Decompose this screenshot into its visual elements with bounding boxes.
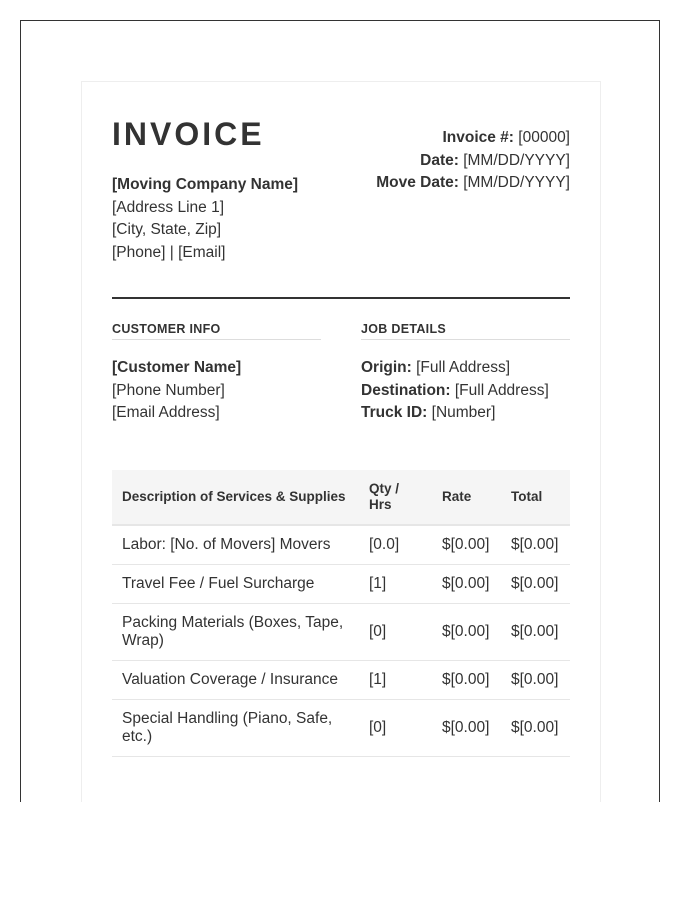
services-table-body xyxy=(112,525,570,757)
header-description: Description of Services & Supplies xyxy=(112,470,359,525)
invoice-date-row xyxy=(376,150,570,173)
table-row xyxy=(112,700,570,757)
customer-info-heading: CUSTOMER INFO xyxy=(112,322,321,340)
job-details-heading: JOB DETAILS xyxy=(361,322,570,340)
row-rate: $[0.00] xyxy=(432,700,501,757)
header-qty: Qty / Hrs xyxy=(359,470,432,525)
row-rate: $[0.00] xyxy=(432,661,501,700)
header-divider xyxy=(112,297,570,299)
row-description: Valuation Coverage / Insurance xyxy=(112,661,359,700)
destination-value: [Full Address] xyxy=(450,381,549,399)
table-row xyxy=(112,525,570,565)
company-city-state-zip: [City, State, Zip] xyxy=(112,221,222,238)
row-rate: $[0.00] xyxy=(432,565,501,604)
destination-label: Destination: xyxy=(361,381,451,399)
move-date-row xyxy=(376,172,570,195)
truck-label: Truck ID: xyxy=(361,404,428,421)
invoice-meta xyxy=(376,127,570,195)
row-description: Labor: [No. of Movers] Movers xyxy=(112,525,359,565)
customer-phone: [Phone Number] xyxy=(112,381,225,399)
destination-row xyxy=(361,380,570,403)
table-row xyxy=(112,565,570,604)
invoice-number-value: [00000] xyxy=(513,129,570,146)
row-total: $[0.00] xyxy=(501,525,570,565)
origin-label: Origin: xyxy=(361,359,412,376)
company-address-line: [Address Line 1] xyxy=(112,198,225,216)
truck-row xyxy=(361,402,570,425)
origin-row xyxy=(361,357,570,380)
invoice-title: INVOICE xyxy=(112,116,265,152)
customer-info-lines xyxy=(112,357,321,425)
header-row xyxy=(112,470,570,525)
customer-name: [Customer Name] xyxy=(112,359,242,376)
company-name: [Moving Company Name] xyxy=(112,176,299,193)
row-qty: [0] xyxy=(359,700,432,757)
header-total: Total xyxy=(501,470,570,525)
services-table-header xyxy=(112,470,570,525)
invoice-number-label: Invoice #: xyxy=(442,129,514,146)
customer-info-section xyxy=(112,322,321,425)
job-details-section xyxy=(361,322,570,425)
row-rate: $[0.00] xyxy=(432,604,501,661)
row-qty: [1] xyxy=(359,565,432,604)
row-qty: [1] xyxy=(359,661,432,700)
company-phone-email: [Phone] | [Email] xyxy=(112,243,226,261)
row-total: $[0.00] xyxy=(501,604,570,661)
move-date-label: Move Date: xyxy=(376,174,459,191)
table-row xyxy=(112,661,570,700)
truck-value: [Number] xyxy=(427,404,496,421)
row-total: $[0.00] xyxy=(501,565,570,604)
company-block xyxy=(112,174,298,264)
job-details-lines xyxy=(361,357,570,425)
row-description: Travel Fee / Fuel Surcharge xyxy=(112,565,359,604)
invoice-date-label: Date: xyxy=(420,151,459,169)
row-qty: [0] xyxy=(359,604,432,661)
row-total: $[0.00] xyxy=(501,700,570,757)
row-description: Special Handling (Piano, Safe, etc.) xyxy=(112,700,359,757)
row-rate: $[0.00] xyxy=(432,525,501,565)
row-total: $[0.00] xyxy=(501,661,570,700)
row-description: Packing Materials (Boxes, Tape, Wrap) xyxy=(112,604,359,661)
origin-value: [Full Address] xyxy=(411,359,511,376)
header-rate: Rate xyxy=(432,470,501,525)
table-row xyxy=(112,604,570,661)
move-date-value: [MM/DD/YYYY] xyxy=(458,174,570,191)
invoice-date-value: [MM/DD/YYYY] xyxy=(458,151,570,169)
invoice-number-row xyxy=(376,127,570,150)
row-qty: [0.0] xyxy=(359,525,432,565)
customer-email: [Email Address] xyxy=(112,404,220,421)
services-table xyxy=(112,470,570,757)
